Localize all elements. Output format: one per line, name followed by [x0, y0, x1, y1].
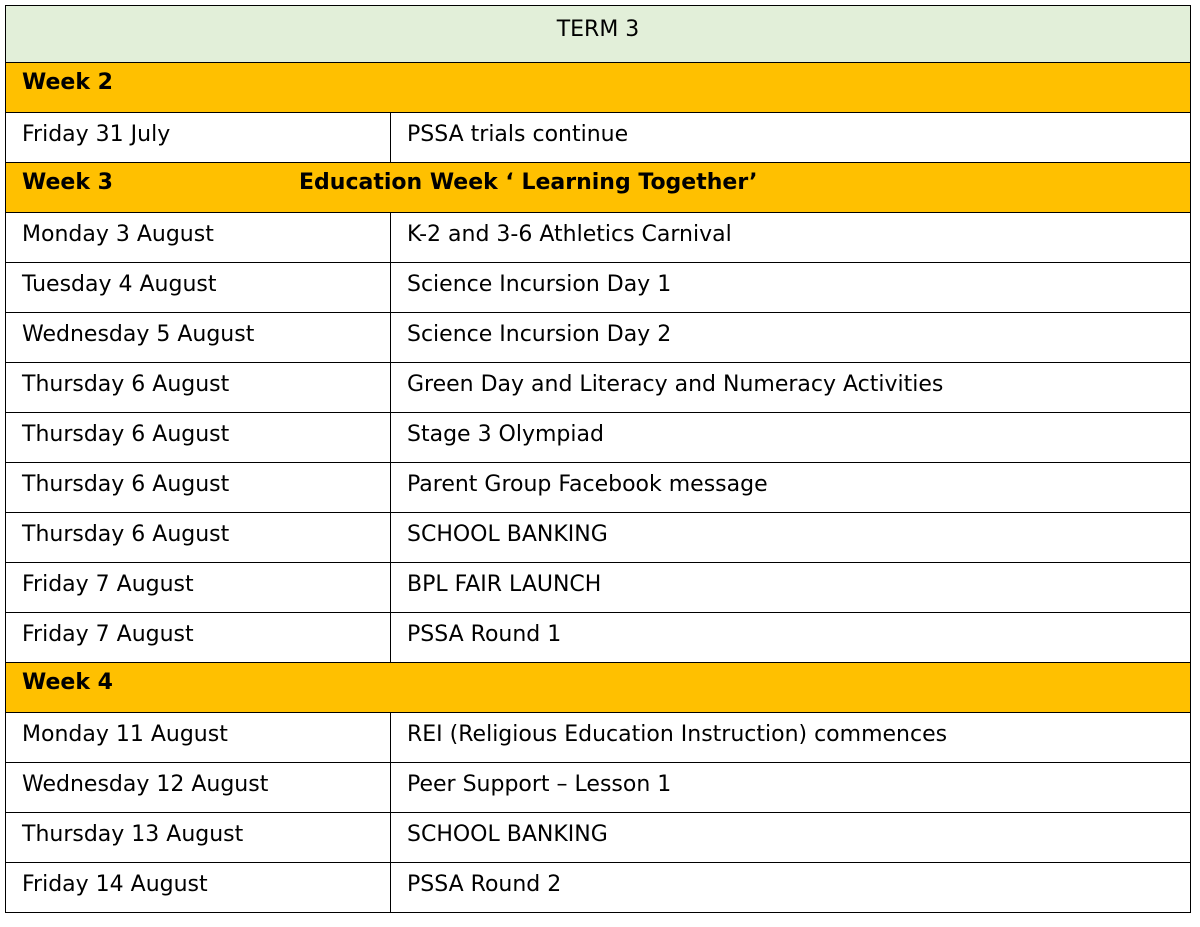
event-row [6, 413, 1191, 463]
event-row [6, 813, 1191, 863]
event-description: SCHOOL BANKING [391, 513, 1191, 563]
event-date: Friday 7 August [6, 613, 391, 663]
event-date: Monday 3 August [6, 213, 391, 263]
event-row [6, 613, 1191, 663]
event-row [6, 763, 1191, 813]
event-date: Thursday 6 August [6, 413, 391, 463]
title-row [6, 6, 1191, 63]
event-description: PSSA trials continue [391, 113, 1191, 163]
event-row [6, 463, 1191, 513]
term-title: TERM 3 [6, 6, 1191, 63]
week-label: Week 2 [22, 70, 113, 95]
event-description: Science Incursion Day 2 [391, 313, 1191, 363]
event-date: Friday 31 July [6, 113, 391, 163]
event-date: Thursday 6 August [6, 363, 391, 413]
event-row [6, 513, 1191, 563]
week-header-content [22, 65, 1190, 101]
event-row [6, 363, 1191, 413]
event-date: Wednesday 12 August [6, 763, 391, 813]
table-body [6, 6, 1191, 913]
week-header-row [6, 663, 1191, 713]
event-description: Stage 3 Olympiad [391, 413, 1191, 463]
week-header-cell [6, 663, 1191, 713]
event-row [6, 263, 1191, 313]
event-row [6, 863, 1191, 913]
event-description: SCHOOL BANKING [391, 813, 1191, 863]
event-date: Thursday 13 August [6, 813, 391, 863]
event-row [6, 113, 1191, 163]
event-description: Peer Support – Lesson 1 [391, 763, 1191, 813]
event-description: Green Day and Literacy and Numeracy Activities [391, 363, 1191, 413]
week-label: Week 4 [22, 670, 113, 695]
event-description: BPL FAIR LAUNCH [391, 563, 1191, 613]
week-header-content [22, 665, 1190, 701]
event-date: Monday 11 August [6, 713, 391, 763]
event-description: PSSA Round 2 [391, 863, 1191, 913]
event-date: Thursday 6 August [6, 463, 391, 513]
event-description: Science Incursion Day 1 [391, 263, 1191, 313]
week-header-cell [6, 63, 1191, 113]
event-description: REI (Religious Education Instruction) commences [391, 713, 1191, 763]
event-date: Wednesday 5 August [6, 313, 391, 363]
event-row [6, 313, 1191, 363]
event-description: Parent Group Facebook message [391, 463, 1191, 513]
event-description: K-2 and 3-6 Athletics Carnival [391, 213, 1191, 263]
week-label: Week 3 [22, 170, 113, 195]
event-date: Friday 14 August [6, 863, 391, 913]
event-row [6, 563, 1191, 613]
event-date: Tuesday 4 August [6, 263, 391, 313]
event-date: Friday 7 August [6, 563, 391, 613]
week-header-content [22, 165, 1190, 201]
event-date: Thursday 6 August [6, 513, 391, 563]
week-header-row [6, 63, 1191, 113]
term-calendar-table [5, 5, 1191, 913]
event-description: PSSA Round 1 [391, 613, 1191, 663]
event-row [6, 713, 1191, 763]
week-header-row [6, 163, 1191, 213]
event-row [6, 213, 1191, 263]
week-header-cell [6, 163, 1191, 213]
week-theme: Education Week ‘ Learning Together’ [299, 170, 758, 195]
